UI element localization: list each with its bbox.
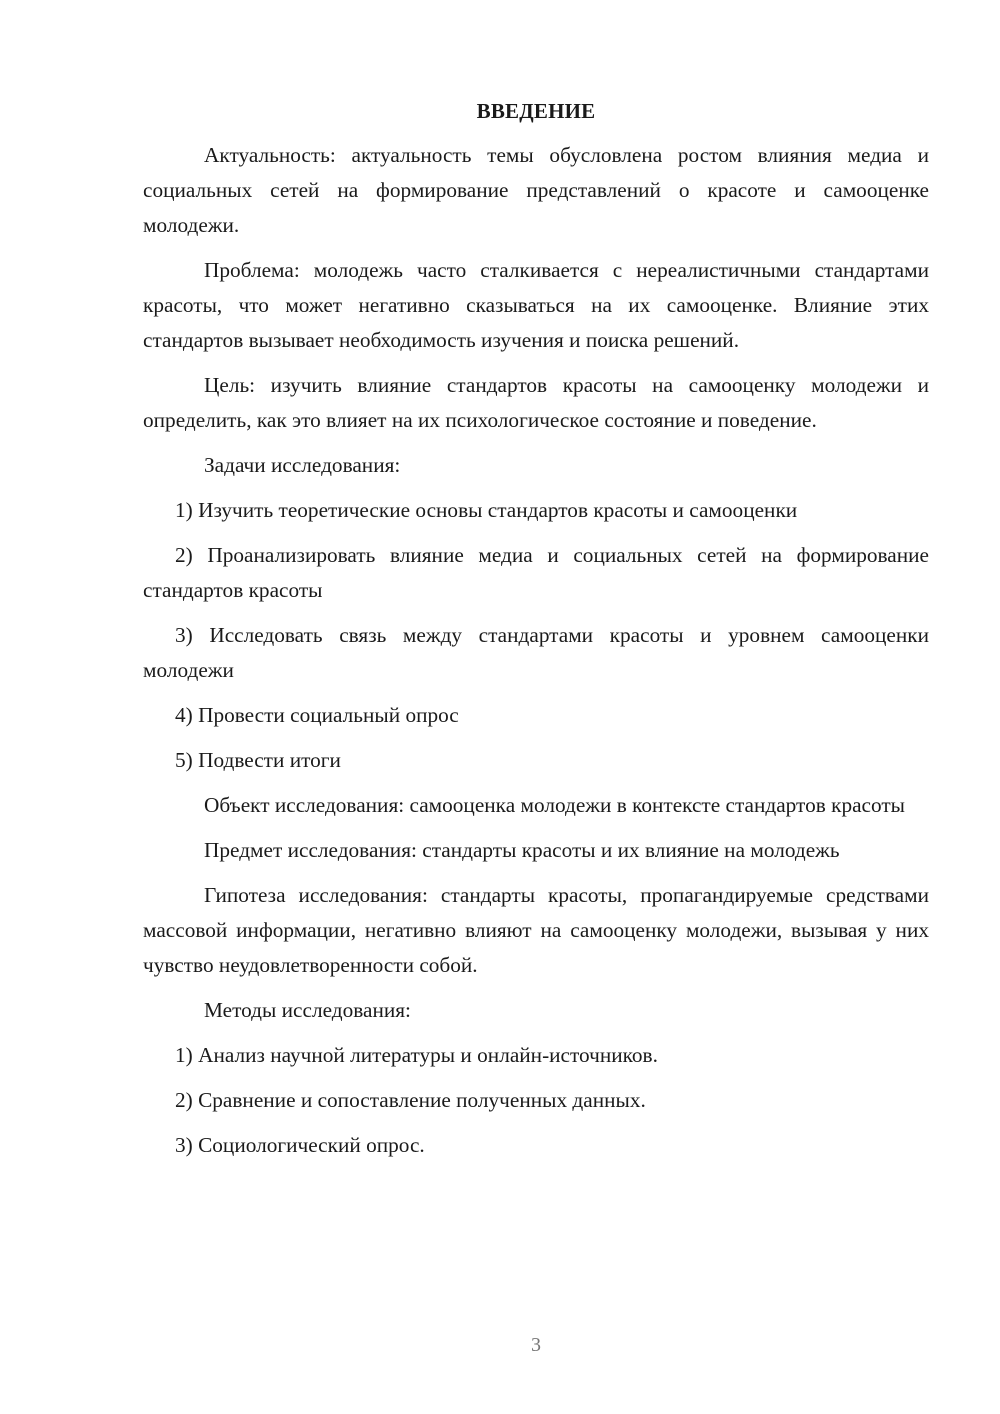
paragraph-object: Объект исследования: самооценка молодежи в контексте стандартов красоты [204,793,905,817]
method-item-3: 3) Социологический опрос. [175,1133,425,1157]
methods-heading: Методы исследования: [204,998,411,1022]
tasks-heading: Задачи исследования: [204,453,401,477]
task-item-5: 5) Подвести итоги [175,748,341,772]
method-item-1: 1) Анализ научной литературы и онлайн-источников. [175,1043,658,1067]
paragraph-hypothesis: Гипотеза исследования: стандарты красоты, пропагандируемые средствами массовой информации, негативно влияют на самооценку молодежи, вызывая у них чувство неудовлетворенности собой. [143,883,929,977]
task-item-1: 1) Изучить теоретические основы стандартов красоты и самооценки [175,498,798,522]
paragraph-subject: Предмет исследования: стандарты красоты и их влияние на молодежь [204,838,840,862]
paragraph-problem: Проблема: молодежь часто сталкивается с нереалистичными стандартами красоты, что может негативно сказываться на их самооценке. Влияние этих стандартов вызывает необходимость изучения и поиска решений. [143,258,929,352]
task-item-4: 4) Провести социальный опрос [175,703,459,727]
paragraph-goal: Цель: изучить влияние стандартов красоты на самооценку молодежи и определить, как это влияет на их психологическое состояние и поведение. [143,373,929,432]
task-item-2: 2) Проанализировать влияние медиа и социальных сетей на формирование стандартов красоты [143,543,929,602]
method-item-2: 2) Сравнение и сопоставление полученных данных. [175,1088,646,1112]
paragraph-relevance: Актуальность: актуальность темы обусловлена ростом влияния медиа и социальных сетей на формирование представлений о красоте и самооценке молодежи. [143,143,929,237]
document-page [143,96,929,1173]
task-item-3: 3) Исследовать связь между стандартами красоты и уровнем самооценки молодежи [143,623,929,682]
page-number: 3 [531,1334,541,1356]
section-title: ВВЕДЕНИЕ [476,99,596,123]
